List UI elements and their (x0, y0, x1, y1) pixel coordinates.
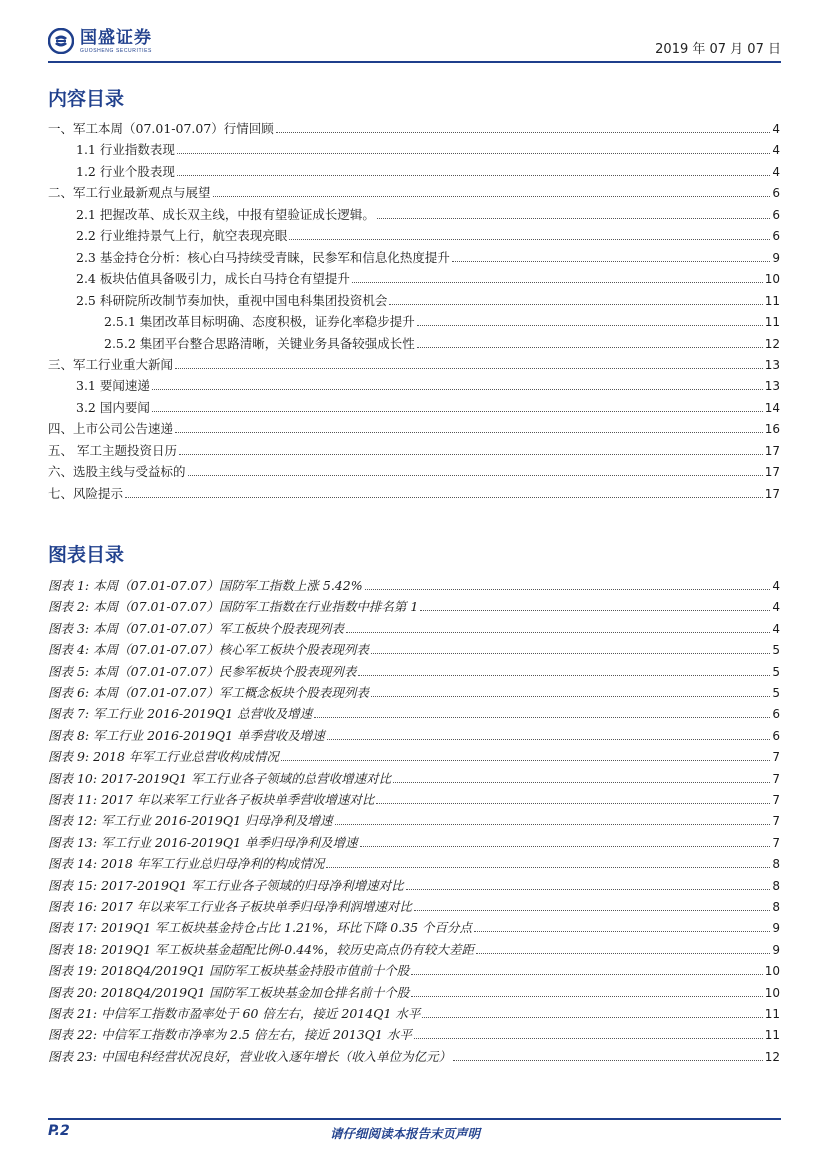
dot-leader (352, 281, 763, 283)
figure-entry-page: 9 (772, 942, 780, 957)
figure-entry[interactable] (48, 938, 780, 958)
page-number: P.2 (48, 1123, 70, 1139)
toc-entry[interactable] (48, 246, 780, 266)
figure-entry[interactable] (48, 895, 780, 915)
figure-entry-page: 5 (772, 664, 780, 679)
toc-entry[interactable] (48, 417, 780, 437)
figure-entry-label: 图表 6: 本周（07.01-07.07）军工概念板块个股表现列表 (48, 685, 369, 700)
dot-leader (371, 652, 770, 654)
logo-name-en: GUOSHENG SECURITIES (80, 47, 152, 54)
toc-entry-label: 2.5.2 集团平台整合思路清晰，关键业务具备较强成长性 (104, 335, 415, 351)
figure-entry-page: 4 (772, 579, 780, 593)
figure-entry-label: 图表 7: 军工行业 2016-2019Q1 总营收及增速 (48, 706, 313, 722)
figure-entry[interactable] (48, 852, 780, 872)
figure-entry-label: 图表 22: 中信军工指数市净率为 2.5 倍左右，接近 2013Q1 水平 (48, 1027, 412, 1043)
figure-entry-page: 8 (772, 857, 780, 872)
toc-entry[interactable] (48, 160, 780, 180)
figure-entry-label: 图表 1: 本周（07.01-07.07）国防军工指数上涨 5.42% (48, 578, 363, 593)
figure-entry[interactable] (48, 724, 780, 744)
figure-entry[interactable] (48, 981, 780, 1001)
figure-entry-label: 图表 4: 本周（07.01-07.07）核心军工板块个股表现列表 (48, 642, 369, 658)
dot-leader (327, 738, 771, 740)
toc-entry-page: 16 (764, 422, 780, 437)
figure-entry[interactable] (48, 809, 780, 829)
toc-entry[interactable] (48, 396, 780, 416)
figure-entry[interactable] (48, 916, 780, 936)
dot-leader (411, 973, 762, 975)
toc-entry-label: 1.2 行业个股表现 (76, 163, 175, 179)
toc-title: 内容目录 (48, 88, 125, 110)
figure-entry-label: 图表 2: 本周（07.01-07.07）国防军工指数在行业指数中排名第 1 (48, 599, 419, 615)
toc-entry-label: 五、 军工主题投资日历 (48, 442, 177, 458)
toc-entry[interactable] (48, 267, 780, 287)
disclaimer-note: 请仔细阅读本报告末页声明 (330, 1126, 481, 1141)
figure-entry-label: 图表 3: 本周（07.01-07.07）军工板块个股表现列表 (48, 620, 344, 636)
figure-entry-page: 4 (772, 600, 780, 615)
toc-entry-page: 6 (772, 207, 780, 222)
dot-leader (177, 152, 771, 154)
figure-entry[interactable] (48, 788, 780, 808)
figure-entry[interactable] (48, 1045, 780, 1065)
figure-entry[interactable] (48, 595, 780, 615)
toc-entry[interactable] (48, 289, 780, 309)
toc-entry-page: 17 (764, 465, 780, 480)
figure-entry-label: 图表 8: 军工行业 2016-2019Q1 单季营收及增速 (48, 727, 325, 743)
figure-entry-label: 图表 16: 2017 年以来军工行业各子板块单季归母净利润增速对比 (48, 899, 412, 914)
dot-leader (177, 174, 771, 176)
figure-entry-page: 7 (772, 814, 780, 829)
figures-title: 图表目录 (48, 544, 125, 566)
report-date: 2019 年 07 月 07 日 (655, 42, 781, 57)
figure-entry-page: 4 (772, 621, 780, 636)
figure-entry-page: 10 (764, 964, 780, 979)
dot-leader (188, 474, 763, 476)
figure-entry[interactable] (48, 745, 780, 765)
figure-entry-label: 图表 12: 军工行业 2016-2019Q1 归母净利及增速 (48, 813, 333, 829)
figure-entry-page: 12 (764, 1049, 780, 1064)
figure-entry[interactable] (48, 959, 780, 979)
toc-entry-page: 9 (772, 250, 780, 265)
figure-entry-page: 5 (772, 643, 780, 658)
toc-entry-page: 11 (764, 293, 780, 308)
dot-leader (376, 802, 770, 804)
dot-leader (276, 131, 771, 133)
figure-entry-page: 9 (772, 921, 780, 936)
toc-entry-page: 14 (764, 400, 780, 415)
toc-entry[interactable] (48, 482, 780, 502)
toc-entry[interactable] (48, 374, 780, 394)
toc-entry-label: 2.3 基金持仓分析：核心白马持续受青睐，民参军和信息化热度提升 (76, 249, 450, 265)
dot-leader (326, 866, 770, 868)
dot-leader (420, 609, 770, 611)
page-header (48, 24, 781, 62)
toc-entry-page: 11 (764, 315, 780, 330)
header-divider (48, 61, 781, 63)
figure-entry-label: 图表 13: 军工行业 2016-2019Q1 单季归母净利及增速 (48, 834, 358, 850)
figure-entry-label: 图表 23: 中国电科经营状况良好，营业收入逐年增长（收入单位为亿元） (48, 1048, 452, 1064)
dot-leader (371, 695, 770, 697)
toc-entry-page: 4 (772, 122, 780, 136)
dot-leader (414, 909, 771, 911)
toc-entry-page: 13 (764, 379, 780, 394)
toc-entry[interactable] (48, 332, 780, 352)
footer-divider (48, 1118, 781, 1120)
dot-leader (365, 588, 771, 590)
dot-leader (411, 995, 762, 997)
toc-entry-page: 17 (764, 443, 780, 458)
dot-leader (406, 888, 771, 890)
dot-leader (175, 367, 763, 369)
toc-entry-page: 6 (772, 186, 780, 201)
toc-entry-page: 10 (764, 272, 780, 287)
dot-leader (175, 431, 763, 433)
figure-entry-label: 图表 9: 2018 年军工行业总营收构成情况 (48, 749, 279, 765)
toc-entry-page: 12 (764, 336, 780, 351)
toc-entry[interactable] (48, 439, 780, 459)
figure-entry-label: 图表 10: 2017-2019Q1 军工行业各子领域的总营收增速对比 (48, 770, 392, 786)
toc-entry-page: 17 (764, 486, 780, 501)
figure-entry[interactable] (48, 702, 780, 722)
dot-leader (414, 1037, 763, 1039)
figure-entry-label: 图表 17: 2019Q1 军工板块基金持仓占比 1.21%，环比下降 0.35 个百分点 (48, 920, 473, 936)
toc-entry[interactable] (48, 224, 780, 244)
dot-leader (417, 346, 763, 348)
dot-leader (346, 631, 770, 633)
figure-entry-label: 图表 18: 2019Q1 军工板块基金超配比例-0.44%，较历史高点仍有较大差距 (48, 941, 474, 957)
figure-entry[interactable] (48, 1023, 780, 1043)
figure-entry-label: 图表 20: 2018Q4/2019Q1 国防军工板块基金加仓排名前十个股 (48, 984, 410, 1000)
figure-entry-page: 7 (772, 771, 780, 786)
figure-entry-page: 8 (772, 878, 780, 893)
figure-entry[interactable] (48, 874, 780, 894)
dot-leader (213, 195, 771, 197)
toc-entry-page: 13 (764, 357, 780, 372)
figure-entry-page: 8 (772, 900, 780, 914)
figure-entry-label: 图表 5: 本周（07.01-07.07）民参军板块个股表现列表 (48, 663, 357, 679)
dot-leader (360, 845, 771, 847)
figure-entry-page: 7 (772, 835, 780, 850)
figure-entry-page: 6 (772, 707, 780, 722)
dot-leader (377, 217, 771, 219)
toc-entry[interactable] (48, 310, 780, 330)
toc-entry-label: 2.2 行业维持景气上行，航空表现亮眼 (76, 228, 288, 244)
company-logo (48, 28, 152, 54)
toc-entry-label: 二、军工行业最新观点与展望 (48, 185, 211, 201)
toc-entry[interactable] (48, 460, 780, 480)
figure-entry-page: 7 (772, 793, 780, 807)
figure-entry[interactable] (48, 638, 780, 658)
figure-entry-label: 图表 14: 2018 年军工行业总归母净利的构成情况 (48, 856, 325, 872)
toc-entry[interactable] (48, 181, 780, 201)
figure-entry[interactable] (48, 574, 780, 594)
toc-entry-page: 4 (772, 164, 780, 179)
dot-leader (179, 453, 763, 455)
figure-entry-page: 11 (764, 1028, 780, 1043)
toc-entry-label: 四、上市公司公告速递 (48, 421, 174, 437)
figure-entry[interactable] (48, 617, 780, 637)
dot-leader (281, 759, 770, 761)
dot-leader (393, 781, 770, 783)
dot-leader (289, 238, 770, 240)
dot-leader (358, 674, 770, 676)
dot-leader (152, 410, 763, 412)
toc-entry-label: 七、风险提示 (48, 485, 124, 501)
figure-entry-page: 10 (764, 985, 780, 1000)
toc-entry-page: 4 (772, 143, 780, 158)
toc-entry-label: 2.5 科研院所改制节奏加快，重视中国电科集团投资机会 (76, 292, 388, 308)
dot-leader (417, 324, 763, 326)
figure-entry-page: 7 (772, 750, 780, 765)
figure-entry[interactable] (48, 660, 780, 680)
toc-entry[interactable] (48, 353, 780, 373)
toc-entry-label: 六、选股主线与受益标的 (48, 464, 186, 480)
figure-entry[interactable] (48, 1002, 780, 1022)
toc-entry-label: 一、军工本周（07.01-07.07）行情回顾 (48, 121, 274, 136)
toc-entry-label: 三、军工行业重大新闻 (48, 356, 174, 372)
figure-entry-label: 图表 11: 2017 年以来军工行业各子板块单季营收增速对比 (48, 792, 375, 807)
toc-entry-label: 2.4 板块估值具备吸引力，成长白马持仓有望提升 (76, 271, 350, 287)
dot-leader (422, 1016, 762, 1018)
toc-entry-label: 3.2 国内要闻 (76, 399, 150, 415)
toc-entry[interactable] (48, 203, 780, 223)
figure-entry[interactable] (48, 831, 780, 851)
figure-entry-label: 图表 21: 中信军工指数市盈率处于 60 倍左右，接近 2014Q1 水平 (48, 1006, 421, 1021)
toc-entry[interactable] (48, 138, 780, 158)
toc-entry-label: 2.5.1 集团改革目标明确、态度积极，证券化率稳步提升 (104, 314, 415, 330)
logo-mark-icon (48, 28, 74, 54)
logo-name-cn: 国盛证券 (80, 27, 152, 48)
dot-leader (476, 952, 770, 954)
figure-entry-label: 图表 15: 2017-2019Q1 军工行业各子领域的归母净利增速对比 (48, 877, 404, 893)
dot-leader (314, 716, 770, 718)
dot-leader (335, 823, 771, 825)
dot-leader (452, 260, 771, 262)
dot-leader (125, 496, 763, 498)
dot-leader (453, 1059, 763, 1061)
dot-leader (389, 303, 762, 305)
toc-entry-page: 6 (772, 229, 780, 244)
dot-leader (474, 930, 770, 932)
toc-entry[interactable] (48, 117, 780, 137)
figure-entry-page: 5 (772, 686, 780, 700)
dot-leader (152, 388, 763, 390)
toc-entry-label: 1.1 行业指数表现 (76, 142, 175, 158)
figure-entry[interactable] (48, 681, 780, 701)
figure-entry[interactable] (48, 767, 780, 787)
figure-entry-label: 图表 19: 2018Q4/2019Q1 国防军工板块基金持股市值前十个股 (48, 963, 410, 979)
figure-entry-page: 6 (772, 728, 780, 743)
toc-entry-label: 3.1 要闻速递 (76, 378, 150, 394)
figure-entry-page: 11 (764, 1007, 780, 1021)
toc-entry-label: 2.1 把握改革、成长双主线，中报有望验证成长逻辑。 (76, 206, 375, 222)
